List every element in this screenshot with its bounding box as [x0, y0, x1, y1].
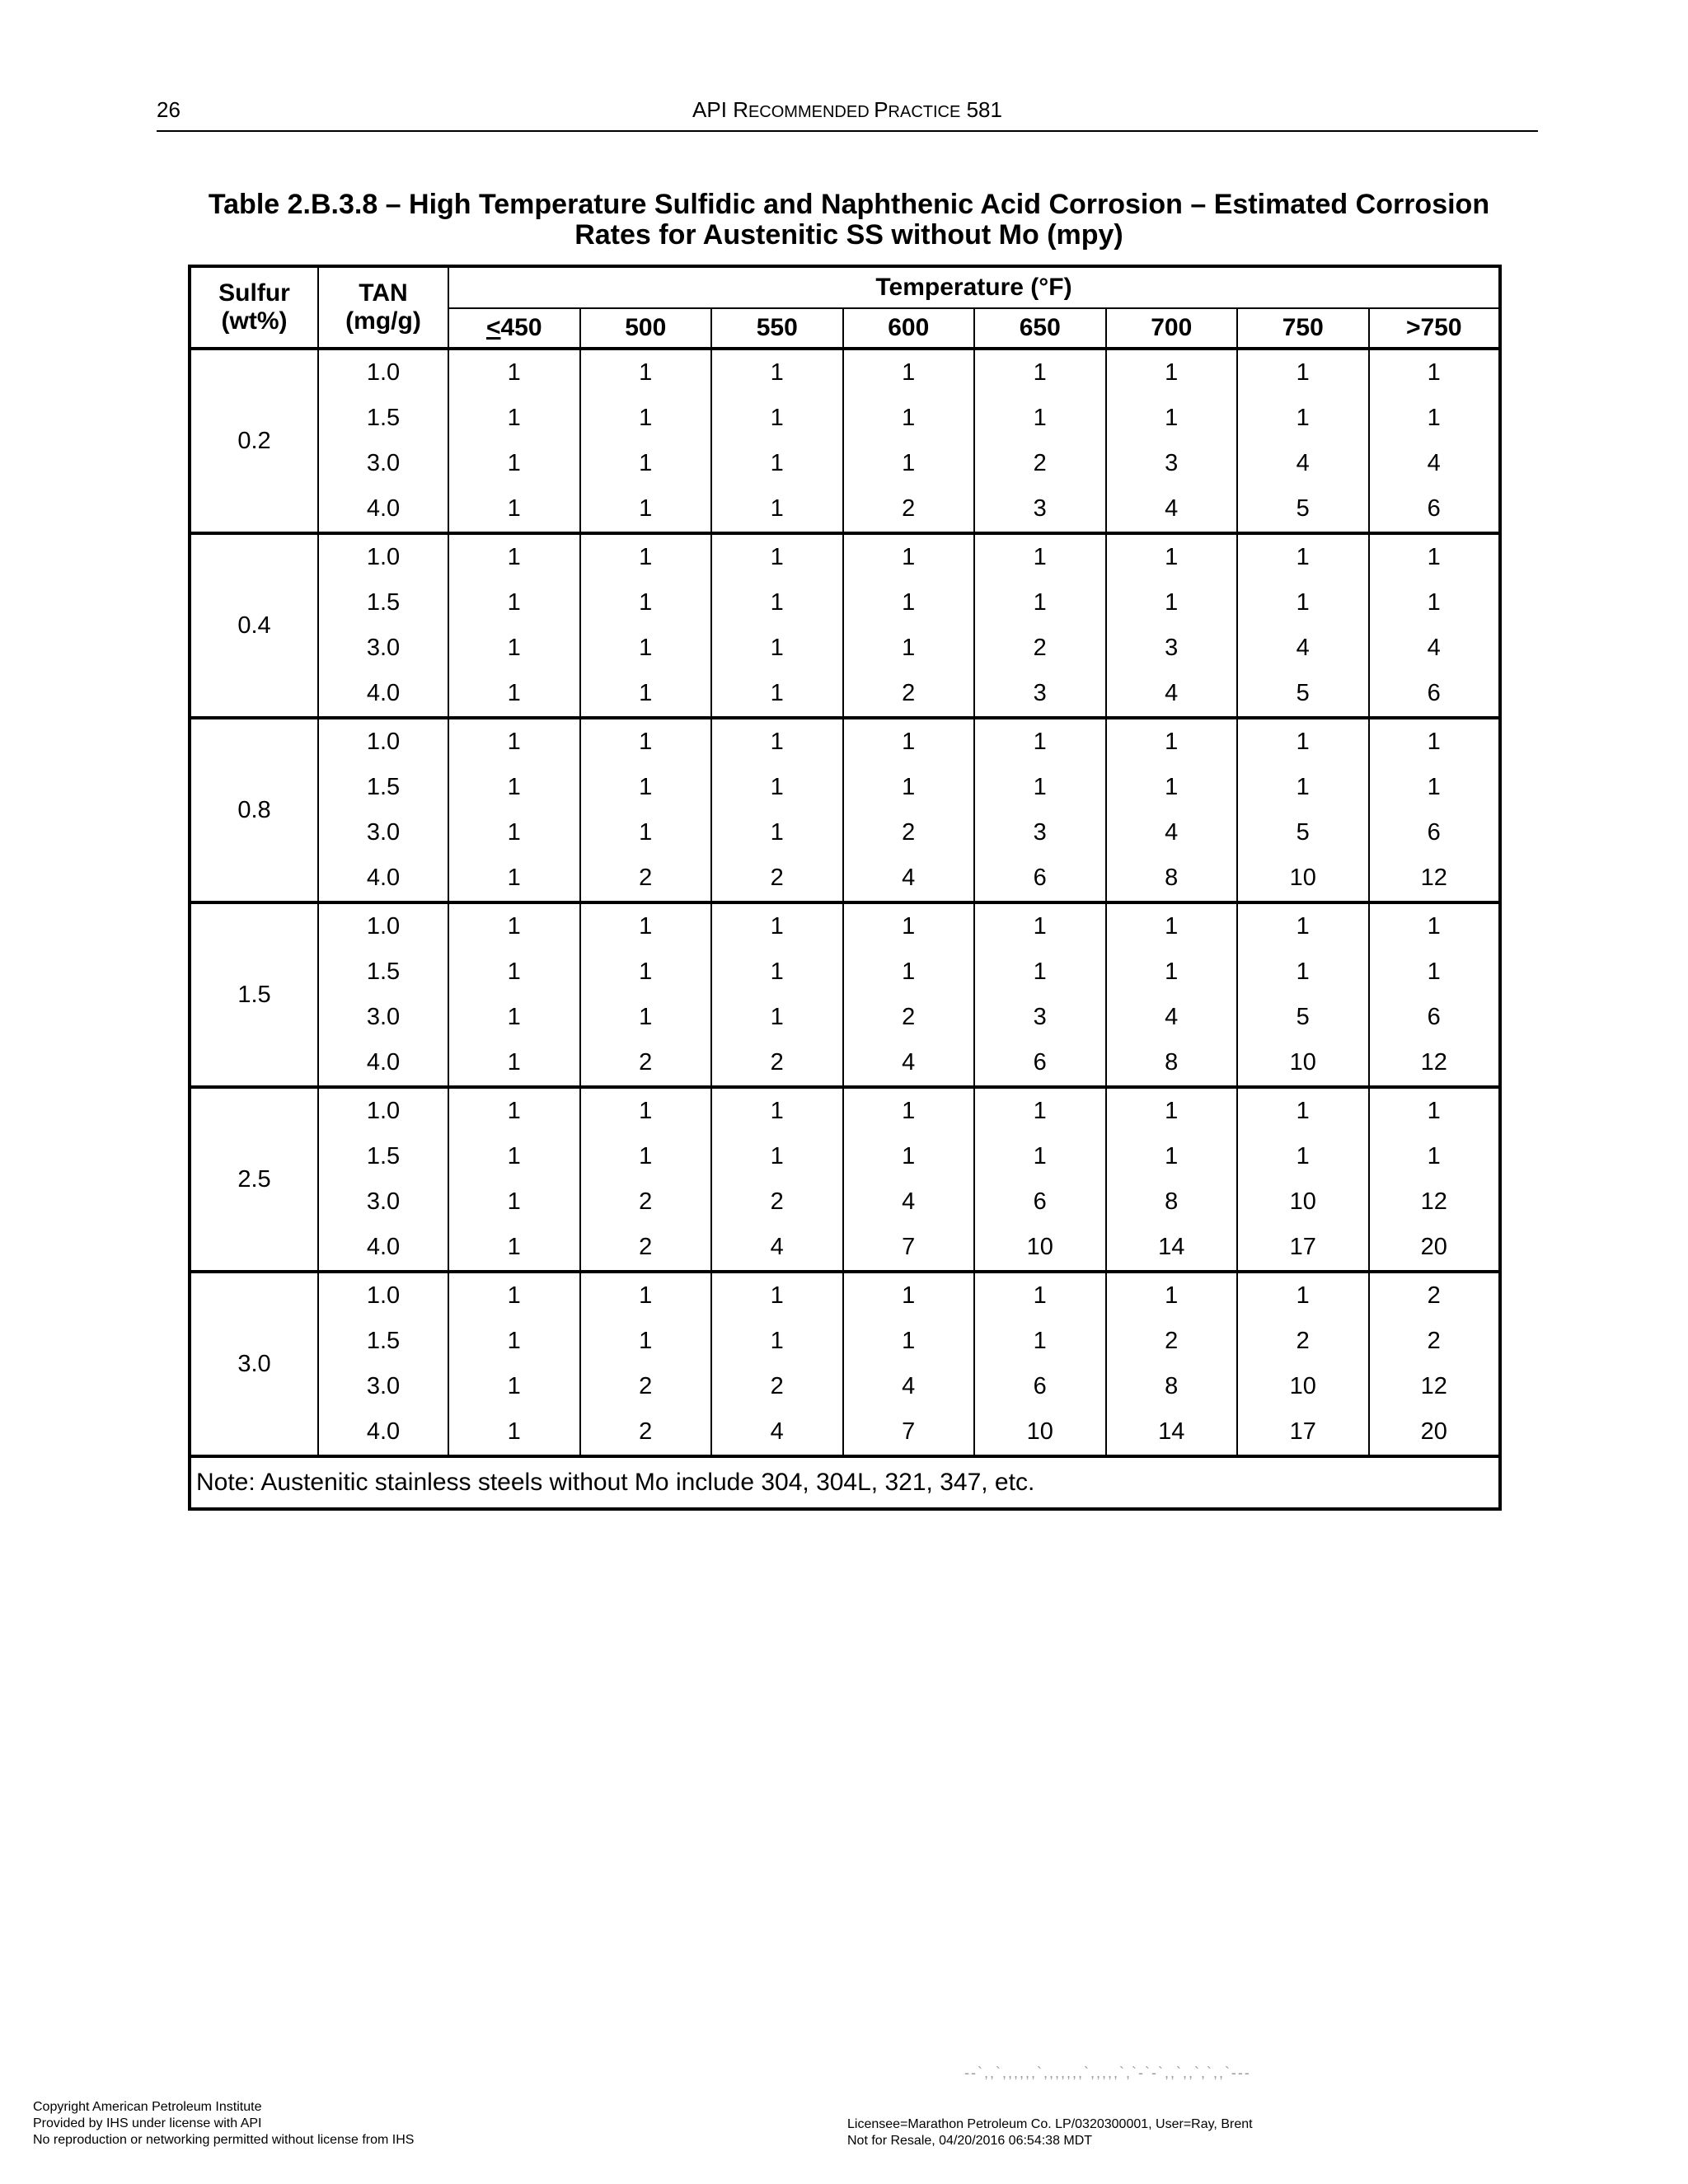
rate-cell: 4	[1237, 441, 1369, 486]
less-equal-symbol: <	[485, 314, 501, 341]
rate-cell: 10	[1237, 1364, 1369, 1409]
header-sulfur-line1: Sulfur	[218, 279, 290, 307]
rate-cell: 20	[1369, 1409, 1501, 1456]
rate-cell: 12	[1369, 1179, 1501, 1225]
doc-title-p: P	[874, 97, 889, 122]
rate-cell: 1	[1237, 396, 1369, 441]
rate-cell: 4	[711, 1409, 843, 1456]
rate-cell: 1	[448, 486, 580, 533]
rate-cell: 1	[1237, 902, 1369, 949]
sulfur-cell: 0.8	[190, 718, 318, 902]
doc-title-p-rest: RACTICE	[888, 103, 961, 121]
rate-cell: 1	[711, 1087, 843, 1134]
rate-cell: 1	[580, 1087, 712, 1134]
doc-title-api: API	[692, 97, 734, 122]
rate-cell: 1	[580, 1272, 712, 1319]
rate-cell: 1	[448, 1134, 580, 1179]
rate-cell: 2	[843, 671, 975, 718]
sulfur-cell: 2.5	[190, 1087, 318, 1272]
rate-cell: 3	[1106, 441, 1238, 486]
table-row	[190, 810, 1500, 855]
rate-cell: 1	[448, 1225, 580, 1272]
rate-cell: 6	[974, 1364, 1106, 1409]
rate-cell: 6	[1369, 810, 1501, 855]
table-row	[190, 1179, 1500, 1225]
temp-col-header: 600	[843, 308, 975, 349]
document-title	[157, 97, 1538, 123]
footer-left-line2: Provided by IHS under license with API	[33, 2116, 262, 2130]
rate-cell: 3	[974, 486, 1106, 533]
rate-cell: 1	[843, 533, 975, 580]
tan-cell: 3.0	[318, 1179, 448, 1225]
rate-cell: 1	[580, 396, 712, 441]
rate-cell: 1	[448, 580, 580, 626]
table-row	[190, 580, 1500, 626]
rate-cell: 4	[843, 1364, 975, 1409]
rate-cell: 3	[974, 671, 1106, 718]
rate-cell: 1	[1237, 349, 1369, 396]
rate-cell: 5	[1237, 810, 1369, 855]
rate-cell: 1	[580, 949, 712, 995]
footer-copyright	[33, 2099, 414, 2149]
header-sulfur	[190, 266, 318, 349]
footer-left-line3: No reproduction or networking permitted without license from IHS	[33, 2133, 415, 2147]
rate-cell: 2	[580, 1409, 712, 1456]
rate-cell: 1	[711, 1134, 843, 1179]
rate-cell: 1	[1369, 349, 1501, 396]
tan-cell: 1.5	[318, 396, 448, 441]
rate-cell: 1	[974, 1272, 1106, 1319]
temp-col-header: 750	[1237, 308, 1369, 349]
rate-cell: 1	[711, 718, 843, 765]
rate-cell: 1	[711, 949, 843, 995]
rate-cell: 2	[974, 626, 1106, 671]
corrosion-rate-table	[188, 265, 1502, 1511]
rate-cell: 2	[580, 855, 712, 902]
rate-cell: 1	[711, 486, 843, 533]
rate-cell: 1	[1106, 1087, 1238, 1134]
rate-cell: 2	[580, 1040, 712, 1087]
rate-cell: 1	[580, 441, 712, 486]
rate-cell: 17	[1237, 1225, 1369, 1272]
footer-left-line1: Copyright American Petroleum Institute	[33, 2100, 262, 2114]
rate-cell: 1	[711, 1319, 843, 1364]
rate-cell: 1	[711, 765, 843, 810]
table-title-line1: Table 2.B.3.8 – High Temperature Sulfidic and Naphthenic Acid Corrosion – Estimated Corrosion	[208, 189, 1490, 220]
rate-cell: 1	[1106, 902, 1238, 949]
tan-cell: 3.0	[318, 1364, 448, 1409]
rate-cell: 2	[711, 855, 843, 902]
table-row	[190, 626, 1500, 671]
rate-cell: 1	[711, 1272, 843, 1319]
rate-cell: 10	[974, 1225, 1106, 1272]
rate-cell: 1	[448, 1179, 580, 1225]
rate-cell: 1	[711, 671, 843, 718]
rate-cell: 7	[843, 1225, 975, 1272]
rate-cell: 1	[1106, 949, 1238, 995]
rate-cell: 1	[1369, 533, 1501, 580]
rate-cell: 3	[974, 995, 1106, 1040]
rate-cell: 1	[1237, 949, 1369, 995]
rate-cell: 1	[448, 855, 580, 902]
sulfur-cell: 3.0	[190, 1272, 318, 1456]
rate-cell: 6	[974, 855, 1106, 902]
rate-cell: 1	[1369, 580, 1501, 626]
rate-cell: 2	[843, 995, 975, 1040]
rate-cell: 1	[448, 1272, 580, 1319]
stray-marks: --`,,`,,,,,,`,,,,,,,`,,,,,`,`-`-`,,`,,`,`,,`---	[964, 2064, 1251, 2081]
table-note: Note: Austenitic stainless steels without Mo include 304, 304L, 321, 347, etc.	[190, 1456, 1500, 1509]
rate-cell: 6	[1369, 671, 1501, 718]
table-row	[190, 486, 1500, 533]
rate-cell: 1	[1106, 718, 1238, 765]
rate-cell: 4	[1106, 995, 1238, 1040]
rate-cell: 1	[448, 995, 580, 1040]
tan-cell: 1.0	[318, 533, 448, 580]
rate-cell: 1	[580, 765, 712, 810]
rate-cell: 1	[843, 626, 975, 671]
tan-cell: 4.0	[318, 671, 448, 718]
rate-cell: 1	[1106, 533, 1238, 580]
footer-right-line1: Licensee=Marathon Petroleum Co. LP/0320300001, User=Ray, Brent	[847, 2117, 1253, 2131]
table-row	[190, 1272, 1500, 1319]
temp-col-header: 650	[974, 308, 1106, 349]
rate-cell: 2	[974, 441, 1106, 486]
rate-cell: 1	[448, 1087, 580, 1134]
rate-cell: 4	[711, 1225, 843, 1272]
rate-cell: 12	[1369, 1040, 1501, 1087]
temp-col-header	[448, 308, 580, 349]
rate-cell: 5	[1237, 995, 1369, 1040]
tan-cell: 4.0	[318, 855, 448, 902]
sulfur-cell: 0.2	[190, 349, 318, 533]
tan-cell: 4.0	[318, 1409, 448, 1456]
sulfur-cell: 1.5	[190, 902, 318, 1087]
rate-cell: 1	[843, 580, 975, 626]
rate-cell: 1	[448, 1040, 580, 1087]
rate-cell: 1	[1106, 765, 1238, 810]
rate-cell: 1	[711, 626, 843, 671]
tan-cell: 1.0	[318, 902, 448, 949]
table-row	[190, 1134, 1500, 1179]
rate-cell: 5	[1237, 671, 1369, 718]
rate-cell: 1	[448, 949, 580, 995]
tan-cell: 3.0	[318, 995, 448, 1040]
tan-cell: 4.0	[318, 1225, 448, 1272]
rate-cell: 1	[711, 441, 843, 486]
rate-cell: 4	[1106, 486, 1238, 533]
table-row	[190, 718, 1500, 765]
tan-cell: 1.0	[318, 349, 448, 396]
rate-cell: 8	[1106, 855, 1238, 902]
rate-cell: 12	[1369, 855, 1501, 902]
rate-cell: 1	[843, 1319, 975, 1364]
rate-cell: 1	[448, 626, 580, 671]
rate-cell: 6	[974, 1040, 1106, 1087]
rate-cell: 3	[974, 810, 1106, 855]
rate-cell: 1	[1237, 1134, 1369, 1179]
rate-cell: 1	[974, 1319, 1106, 1364]
temp-col-header: 550	[711, 308, 843, 349]
rate-cell: 1	[711, 396, 843, 441]
table-row	[190, 1040, 1500, 1087]
rate-cell: 1	[580, 486, 712, 533]
tan-cell: 1.5	[318, 580, 448, 626]
rate-cell: 1	[448, 349, 580, 396]
temp-col-header: 700	[1106, 308, 1238, 349]
running-head	[157, 97, 1538, 132]
rate-cell: 1	[580, 626, 712, 671]
rate-cell: 1	[1237, 765, 1369, 810]
rate-cell: 1	[1369, 396, 1501, 441]
rate-cell: 2	[711, 1040, 843, 1087]
rate-cell: 8	[1106, 1364, 1238, 1409]
tan-cell: 1.5	[318, 1319, 448, 1364]
rate-cell: 17	[1237, 1409, 1369, 1456]
rate-cell: 2	[1237, 1319, 1369, 1364]
rate-cell: 1	[1237, 533, 1369, 580]
rate-cell: 6	[974, 1179, 1106, 1225]
rate-cell: 20	[1369, 1225, 1501, 1272]
rate-cell: 1	[1369, 1134, 1501, 1179]
rate-cell: 2	[1106, 1319, 1238, 1364]
rate-cell: 1	[974, 580, 1106, 626]
rate-cell: 1	[711, 349, 843, 396]
rate-cell: 2	[580, 1179, 712, 1225]
rate-cell: 14	[1106, 1225, 1238, 1272]
rate-cell: 1	[580, 533, 712, 580]
footer-right-line2: Not for Resale, 04/20/2016 06:54:38 MDT	[847, 2134, 1093, 2148]
temp-col-value: 450	[500, 314, 542, 341]
rate-cell: 4	[1369, 441, 1501, 486]
rate-cell: 1	[580, 995, 712, 1040]
doc-title-number: 581	[960, 97, 1002, 122]
rate-cell: 1	[448, 810, 580, 855]
table-row	[190, 349, 1500, 396]
rate-cell: 1	[974, 902, 1106, 949]
rate-cell: 4	[1106, 671, 1238, 718]
page-number: 26	[157, 97, 181, 122]
header-tan-line1: TAN	[359, 279, 408, 307]
doc-title-r-rest: ECOMMENDED	[748, 103, 874, 121]
table-row	[190, 1225, 1500, 1272]
rate-cell: 1	[974, 949, 1106, 995]
rate-cell: 1	[1237, 1087, 1369, 1134]
rate-cell: 1	[580, 902, 712, 949]
doc-title-r: R	[733, 97, 748, 122]
rate-cell: 4	[1106, 810, 1238, 855]
rate-cell: 1	[843, 765, 975, 810]
tan-cell: 3.0	[318, 441, 448, 486]
rate-cell: 2	[1369, 1319, 1501, 1364]
tan-cell: 1.5	[318, 949, 448, 995]
rate-cell: 1	[711, 533, 843, 580]
rate-cell: 1	[1369, 902, 1501, 949]
header-temperature: Temperature (°F)	[448, 266, 1500, 308]
tan-cell: 3.0	[318, 626, 448, 671]
rate-cell: 7	[843, 1409, 975, 1456]
table-row	[190, 765, 1500, 810]
rate-cell: 1	[974, 765, 1106, 810]
rate-cell: 1	[843, 396, 975, 441]
tan-cell: 1.0	[318, 718, 448, 765]
rate-cell: 2	[843, 810, 975, 855]
rate-cell: 1	[1369, 765, 1501, 810]
rate-cell: 1	[843, 718, 975, 765]
rate-cell: 1	[580, 810, 712, 855]
rate-cell: 4	[1237, 626, 1369, 671]
rate-cell: 8	[1106, 1040, 1238, 1087]
rate-cell: 4	[843, 1040, 975, 1087]
table-row	[190, 995, 1500, 1040]
tan-cell: 3.0	[318, 810, 448, 855]
rate-cell: 1	[448, 533, 580, 580]
rate-cell: 3	[1106, 626, 1238, 671]
rate-cell: 1	[448, 718, 580, 765]
rate-cell: 1	[711, 995, 843, 1040]
rate-cell: 1	[1106, 396, 1238, 441]
rate-cell: 2	[711, 1364, 843, 1409]
header-tan-line2: (mg/g)	[345, 307, 421, 335]
rate-cell: 1	[448, 1364, 580, 1409]
rate-cell: 1	[711, 810, 843, 855]
rate-cell: 1	[1106, 1272, 1238, 1319]
table-title-line2: Rates for Austenitic SS without Mo (mpy)	[574, 219, 1123, 251]
rate-cell: 1	[1369, 1087, 1501, 1134]
table-title	[190, 190, 1508, 251]
rate-cell: 1	[843, 1272, 975, 1319]
rate-cell: 10	[1237, 1040, 1369, 1087]
rate-cell: 1	[974, 396, 1106, 441]
header-sulfur-line2: (wt%)	[221, 307, 288, 335]
rate-cell: 1	[711, 580, 843, 626]
rate-cell: 1	[580, 1134, 712, 1179]
rate-cell: 1	[580, 1319, 712, 1364]
rate-cell: 1	[448, 396, 580, 441]
table-row	[190, 855, 1500, 902]
table-row	[190, 441, 1500, 486]
temp-col-header: >750	[1369, 308, 1501, 349]
rate-cell: 5	[1237, 486, 1369, 533]
rate-cell: 1	[1106, 349, 1238, 396]
rate-cell: 1	[974, 718, 1106, 765]
table-row	[190, 533, 1500, 580]
rate-cell: 1	[1237, 718, 1369, 765]
rate-cell: 1	[974, 1087, 1106, 1134]
rate-cell: 2	[1369, 1272, 1501, 1319]
rate-cell: 1	[843, 1134, 975, 1179]
rate-cell: 1	[1369, 718, 1501, 765]
table-row	[190, 671, 1500, 718]
rate-cell: 1	[448, 902, 580, 949]
rate-cell: 8	[1106, 1179, 1238, 1225]
rate-cell: 1	[974, 533, 1106, 580]
rate-cell: 1	[843, 441, 975, 486]
rate-cell: 1	[448, 1319, 580, 1364]
rate-cell: 4	[1369, 626, 1501, 671]
rate-cell: 1	[711, 902, 843, 949]
rate-cell: 4	[843, 855, 975, 902]
table-row	[190, 949, 1500, 995]
rate-cell: 1	[1237, 580, 1369, 626]
rate-cell: 2	[711, 1179, 843, 1225]
rate-cell: 1	[580, 671, 712, 718]
rate-cell: 12	[1369, 1364, 1501, 1409]
rate-cell: 1	[843, 1087, 975, 1134]
tan-cell: 1.5	[318, 1134, 448, 1179]
rate-cell: 1	[974, 349, 1106, 396]
tan-cell: 1.5	[318, 765, 448, 810]
rate-cell: 10	[1237, 855, 1369, 902]
table-row	[190, 396, 1500, 441]
rate-cell: 1	[448, 1409, 580, 1456]
rate-cell: 1	[580, 349, 712, 396]
rate-cell: 6	[1369, 995, 1501, 1040]
rate-cell: 10	[974, 1409, 1106, 1456]
rate-cell: 1	[1106, 580, 1238, 626]
rate-cell: 14	[1106, 1409, 1238, 1456]
rate-cell: 1	[974, 1134, 1106, 1179]
table-row	[190, 1409, 1500, 1456]
rate-cell: 1	[448, 671, 580, 718]
rate-cell: 1	[843, 949, 975, 995]
tan-cell: 1.0	[318, 1272, 448, 1319]
tan-cell: 1.0	[318, 1087, 448, 1134]
tan-cell: 4.0	[318, 486, 448, 533]
table-row	[190, 1319, 1500, 1364]
rate-cell: 2	[580, 1364, 712, 1409]
rate-cell: 4	[843, 1179, 975, 1225]
rate-cell: 1	[1369, 949, 1501, 995]
rate-cell: 2	[843, 486, 975, 533]
rate-cell: 6	[1369, 486, 1501, 533]
rate-cell: 1	[1106, 1134, 1238, 1179]
table-row	[190, 1364, 1500, 1409]
rate-cell: 1	[448, 441, 580, 486]
table-row	[190, 1087, 1500, 1134]
rate-cell: 1	[448, 765, 580, 810]
rate-cell: 2	[580, 1225, 712, 1272]
rate-cell: 1	[580, 580, 712, 626]
temp-col-header: 500	[580, 308, 712, 349]
rate-cell: 1	[1237, 1272, 1369, 1319]
rate-cell: 1	[580, 718, 712, 765]
sulfur-cell: 0.4	[190, 533, 318, 718]
header-tan	[318, 266, 448, 349]
footer-license	[847, 2116, 1253, 2149]
table-body	[190, 349, 1500, 1456]
rate-cell: 10	[1237, 1179, 1369, 1225]
rate-cell: 1	[843, 902, 975, 949]
table-row	[190, 902, 1500, 949]
rate-cell: 1	[843, 349, 975, 396]
tan-cell: 4.0	[318, 1040, 448, 1087]
